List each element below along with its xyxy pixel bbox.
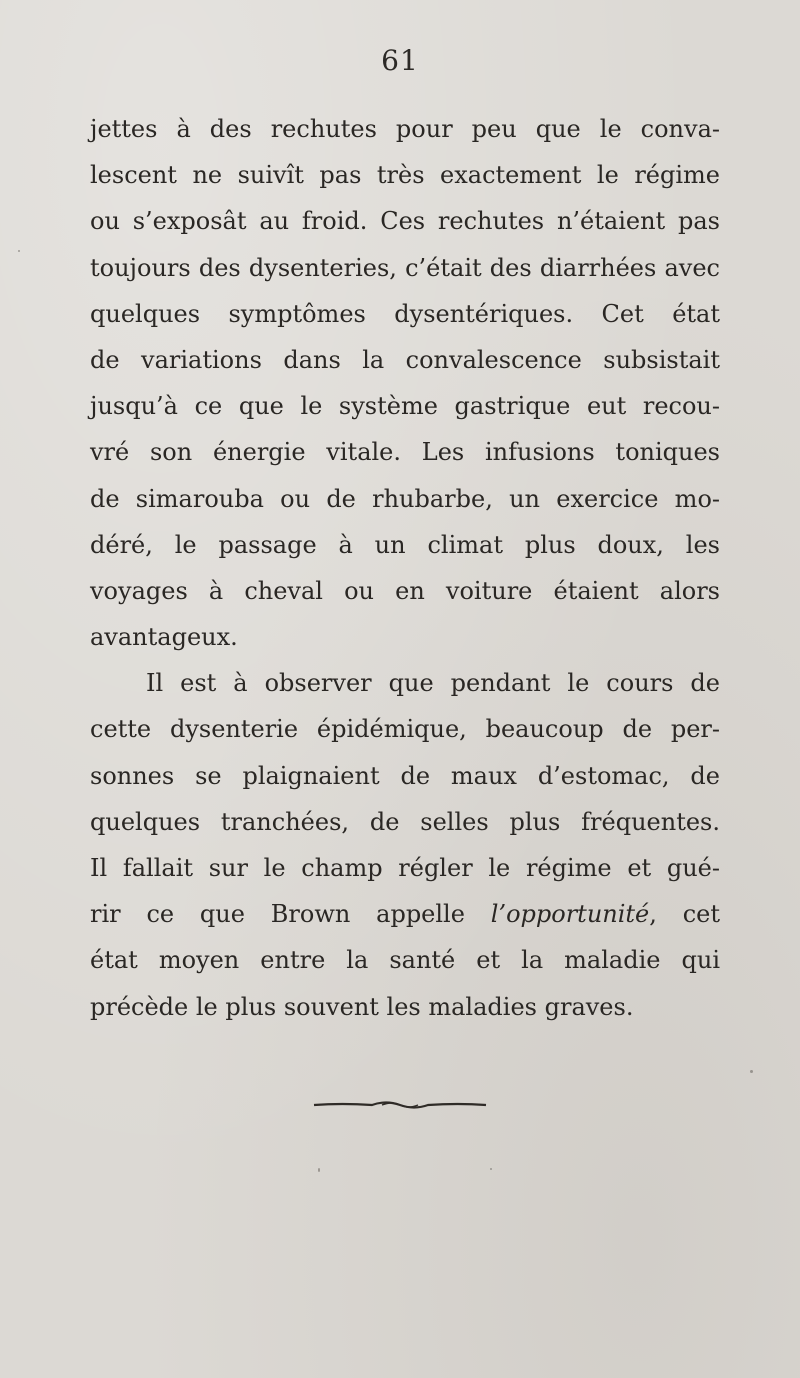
text-line: Il fallait sur le champ régler le régime et gué- (90, 854, 720, 882)
text-line: précède le plus souvent les maladies graves. (90, 992, 634, 1021)
paper-speck (750, 1070, 753, 1073)
paper-speck (18, 250, 20, 252)
paper-speck (318, 1168, 320, 1172)
text-line: sonnes se plaignaient de maux d’estomac, de (90, 761, 720, 790)
end-ornament (312, 1098, 488, 1112)
paper-speck (490, 1168, 492, 1170)
page-number: 61 (381, 44, 419, 77)
text-line: cette dysenterie épidémique, beaucoup de per- (90, 715, 720, 744)
text-segment: , cet (649, 900, 720, 929)
text-line-with-italic (90, 891, 720, 937)
text-line: état moyen entre la santé et la maladie qui (90, 946, 720, 975)
text-line: jettes à des rechutes pour peu que le conva- (90, 115, 720, 143)
italic-term: l’opportunité (490, 900, 650, 929)
text-line: toujours des dysenteries, c’était des diarrhées avec (90, 253, 720, 282)
body-text (90, 106, 720, 1030)
text-line: vré son énergie vitale. Les infusions toniques (90, 438, 720, 467)
text-line: de simarouba ou de rhubarbe, un exercice mo- (90, 484, 720, 513)
text-line: lescent ne suivît pas très exactement le régime (90, 161, 720, 190)
text-line: Il est à observer que pendant le cours de (146, 669, 720, 698)
text-line: déré, le passage à un climat plus doux, les (90, 530, 720, 559)
text-line: jusqu’à ce que le système gastrique eut recou- (90, 392, 720, 421)
text-line: de variations dans la convalescence subsistait (90, 345, 720, 374)
text-line: quelques tranchées, de selles plus fréquentes. (90, 807, 720, 836)
text-line: quelques symptômes dysentériques. Cet état (90, 299, 720, 328)
text-line: ou s’exposât au froid. Ces rechutes n’étaient pas (90, 207, 720, 236)
text-line: avantageux. (90, 623, 238, 652)
text-segment: rir ce que Brown appelle (90, 900, 465, 929)
text-line: voyages à cheval ou en voiture étaient alors (90, 576, 720, 605)
